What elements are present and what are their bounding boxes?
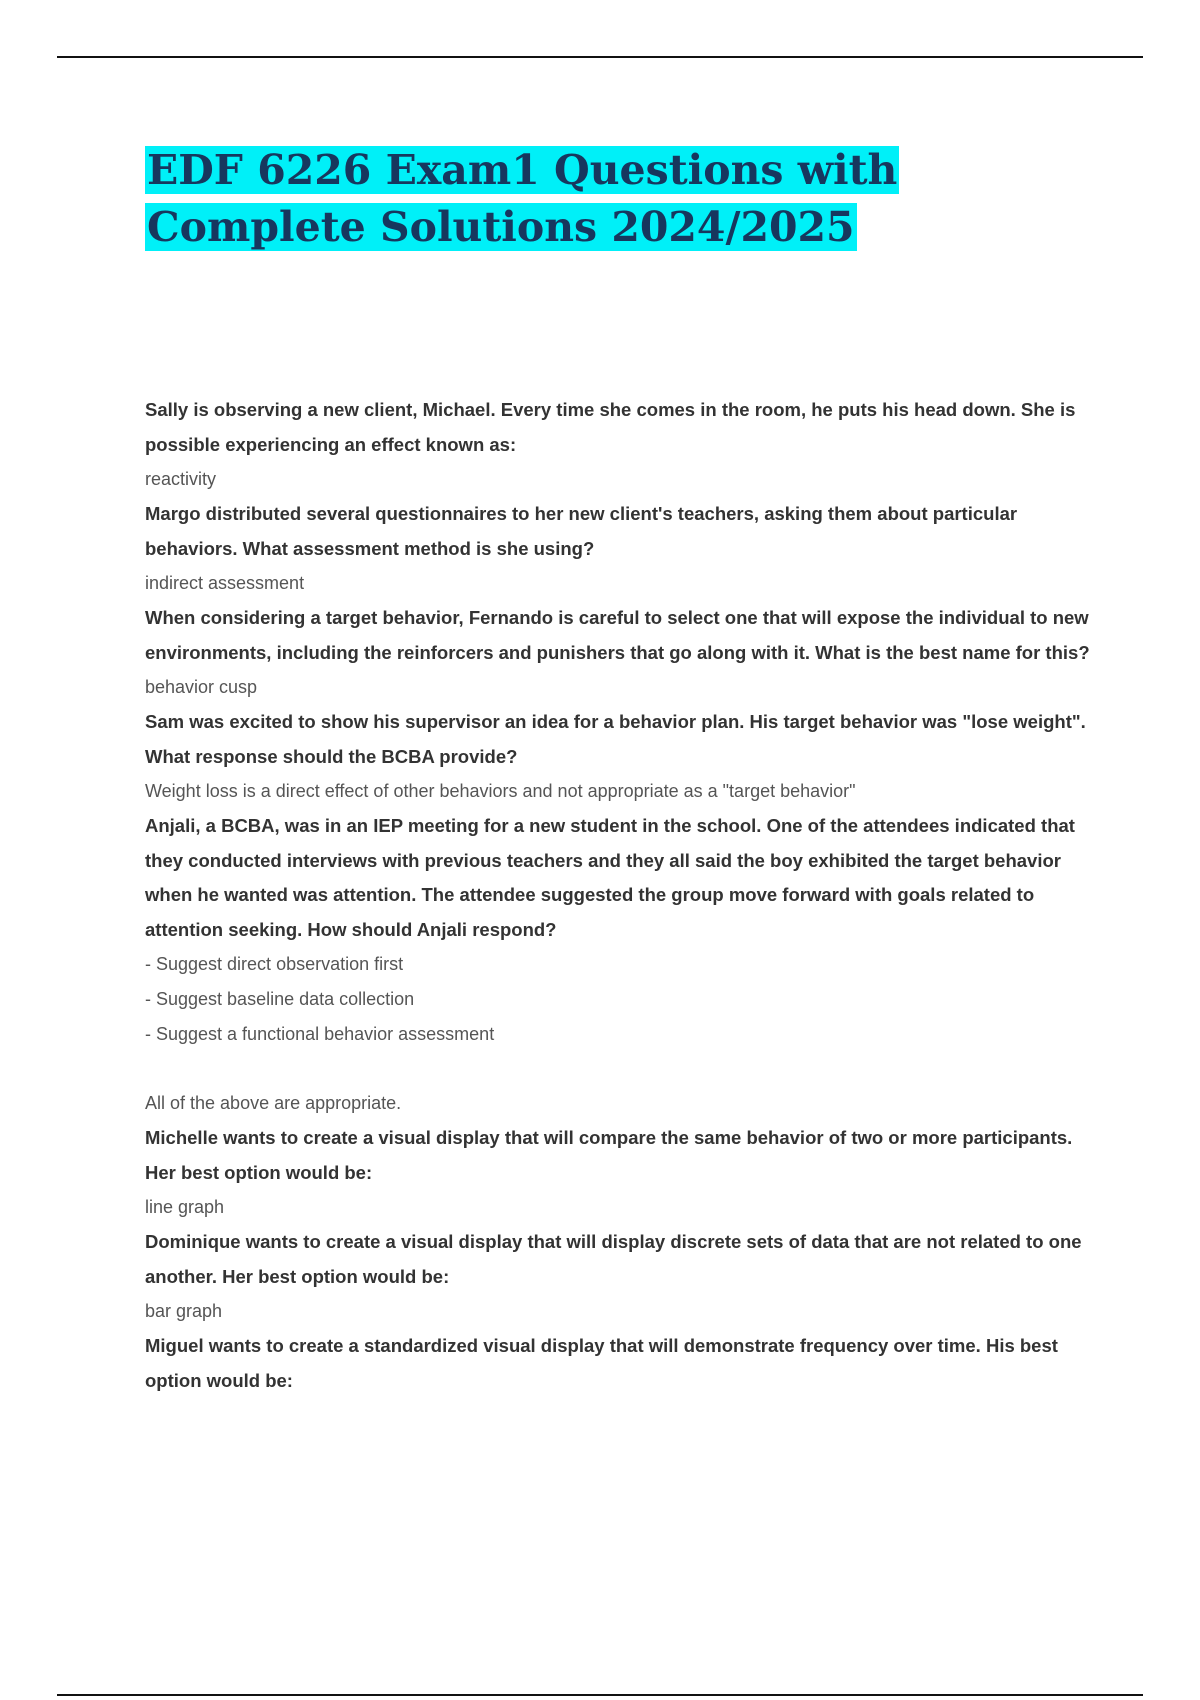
answer-1: reactivity [145,469,217,489]
answer-4: Weight loss is a direct effect of other behaviors and not appropriate as a "target behavior" [145,781,856,801]
answer-7: bar graph [145,1301,223,1321]
question-2: Margo distributed several questionnaires to her new client's teachers, asking them about particular behaviors. What assessment method is she using? [145,503,1018,559]
answer-5-option-1: - Suggest direct observation first [145,954,404,974]
answer-5-option-2: - Suggest baseline data collection [145,989,415,1009]
answer-5-conclusion: All of the above are appropriate. [145,1093,402,1113]
title-highlight: EDF 6226 Exam1 Questions with Complete Solutions 2024/2025 [147,146,898,251]
question-4: Sam was excited to show his supervisor an idea for a behavior plan. His target behavior was "lose weight". What response should the BCBA provide? [145,711,1086,767]
question-6: Michelle wants to create a visual display that will compare the same behavior of two or more participants. Her best option would be: [145,1127,1073,1183]
document-title [145,142,1095,256]
answer-5-option-3: - Suggest a functional behavior assessment [145,1024,495,1044]
question-3: When considering a target behavior, Fernando is careful to select one that will expose the individual to new environments, including the reinforcers and punishers that go along with it. What is the best name for this? [145,607,1090,663]
qa-content [145,393,1095,1398]
question-8: Miguel wants to create a standardized visual display that will demonstrate frequency over time. His best option would be: [145,1335,1058,1391]
question-7: Dominique wants to create a visual display that will display discrete sets of data that are not related to one another. Her best option would be: [145,1231,1082,1287]
answer-2: indirect assessment [145,573,305,593]
question-5: Anjali, a BCBA, was in an IEP meeting for a new student in the school. One of the attendees indicated that they conducted interviews with previous teachers and they all said the boy exhibited the target behavior when he wanted was attention. The attendee suggested the group move forward with goals related to attention seeking. How should Anjali respond? [145,815,1075,940]
answer-3: behavior cusp [145,677,258,697]
answer-6: line graph [145,1197,225,1217]
bottom-rule [57,1694,1143,1696]
top-rule [57,56,1143,58]
question-1: Sally is observing a new client, Michael. Every time she comes in the room, he puts his head down. She is possible experiencing an effect known as: [145,399,1076,455]
